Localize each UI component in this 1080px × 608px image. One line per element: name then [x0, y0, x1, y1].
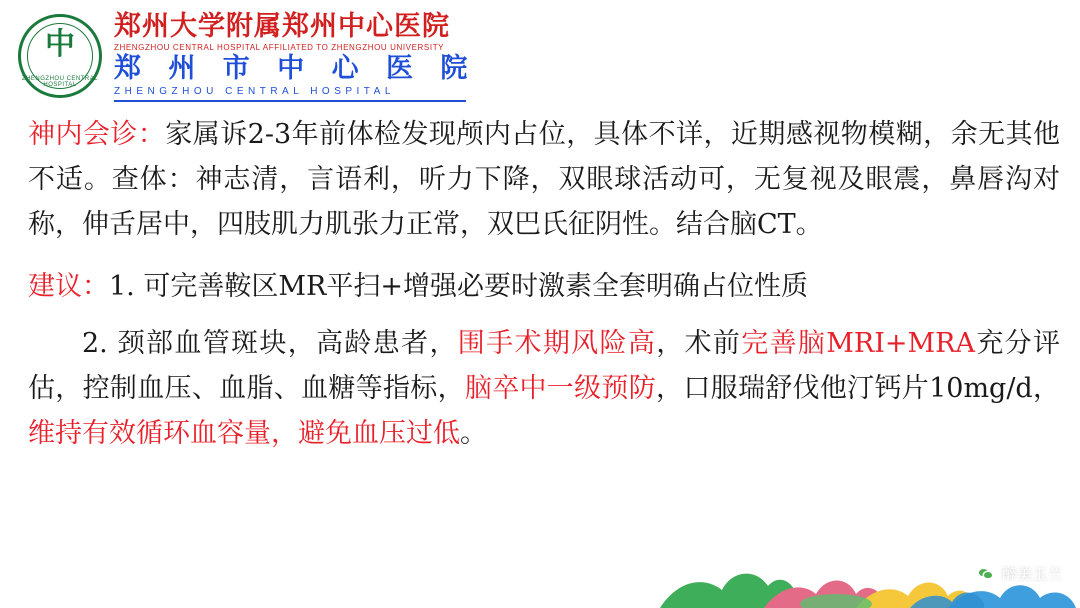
- blue-hill-shape: [948, 585, 1076, 608]
- seal-monogram: 中: [45, 27, 75, 62]
- hospital-name-en-affiliated: ZHENGZHOU CENTRAL HOSPITAL AFFILIATED TO ZHENGZHOU UNIVERSITY: [114, 43, 445, 52]
- consultation-body: [28, 112, 1060, 456]
- recommendation-2-highlight-4: 维持有效循环血容量，避免血压过低: [28, 418, 460, 449]
- hospital-name-en-short: ZHENGZHOU CENTRAL HOSPITAL: [114, 86, 395, 97]
- wechat-account-name: 醉美玉兰: [1001, 566, 1062, 583]
- recommendation-label: 建议：: [28, 271, 109, 302]
- recommendation-2-highlight-3: 脑卒中一级预防: [464, 373, 657, 404]
- decorative-footer-illustration: [660, 516, 1080, 608]
- hospital-header: [18, 10, 518, 102]
- paragraph-neurology-consult: [28, 112, 1060, 247]
- hospital-name-block: [114, 10, 476, 102]
- hospital-name-cn-short: 郑 州 市 中 心 医 院: [114, 53, 477, 84]
- paragraph-recommendation-2: [28, 321, 1060, 456]
- yellow-hill-shape: [856, 583, 976, 608]
- pink-hill-shape: [764, 581, 886, 608]
- recommendation-2-seg-1: 2. 颈部血管斑块，高龄患者，: [82, 328, 458, 359]
- recommendation-2-seg-3: 充分评估，控制血压、血脂、血糖等指标，: [28, 328, 1061, 404]
- recommendation-1-text: 1. 可完善鞍区MR平扫+增强必要时激素全套明确占位性质: [109, 271, 808, 302]
- recommendation-2-seg-5: 。: [460, 418, 487, 449]
- header-divider: [114, 100, 466, 102]
- seal-arc-text: ZHENGZHOU CENTRAL HOSPITAL: [21, 76, 99, 88]
- hospital-seal-logo: [18, 14, 102, 98]
- hospital-name-cn-affiliated: 郑州大学附属郑州中心医院: [114, 11, 450, 42]
- green-leaf-shape: [800, 594, 872, 608]
- recommendation-2-highlight-1: 围手术期风险高: [457, 328, 657, 359]
- green-hill-shape: [660, 574, 800, 608]
- recommendation-2-seg-4: ，口服瑞舒伐他汀钙片10mg/d，: [656, 373, 1061, 404]
- neurology-consult-label: 神内会诊：: [28, 119, 166, 150]
- neurology-consult-text: 家属诉2-3年前体检发现颅内占位，具体不详，近期感视物模糊，余无其他不适。查体：神志清，言语利，听力下降，双眼球活动可，无复视及眼震，鼻唇沟对称，伸舌居中，四肢肌力肌张力正常，双巴氏征阴性。结合脑CT。: [28, 119, 1060, 240]
- wechat-icon: [976, 564, 995, 583]
- recommendation-2-highlight-2: 完善脑MRI+MRA: [741, 328, 975, 359]
- recommendation-2-seg-2: ，术前: [656, 328, 742, 359]
- wechat-watermark: [976, 563, 1062, 584]
- blue-hill-overlay: [910, 592, 984, 608]
- paragraph-recommendation-1: [28, 264, 1060, 309]
